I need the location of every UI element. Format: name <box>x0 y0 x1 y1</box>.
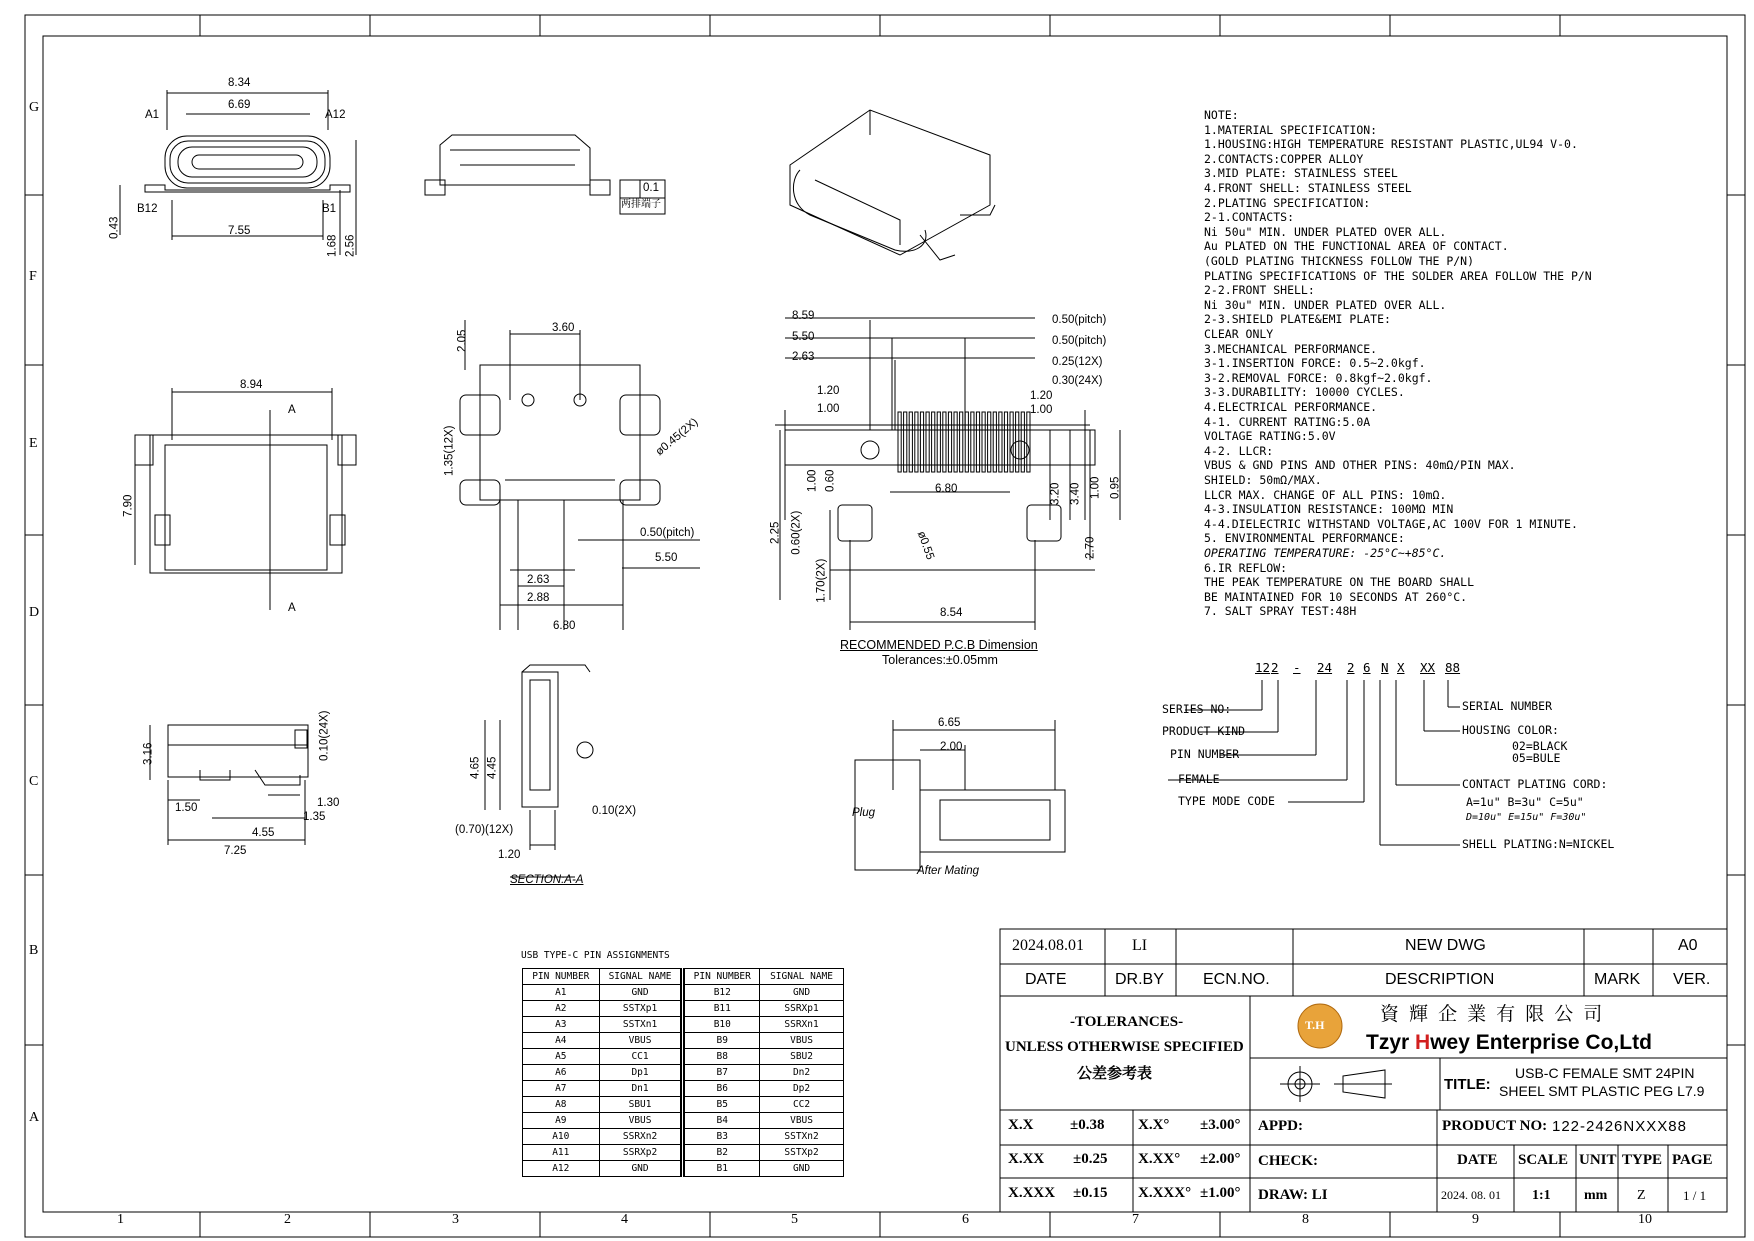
dim-mating-665: 6.65 <box>938 717 961 729</box>
pin-number-cell: B3 <box>683 1129 760 1145</box>
part-code-segment: N <box>1381 660 1389 675</box>
pin-table-header <box>523 969 844 985</box>
table-row <box>523 1065 844 1081</box>
header-mark: MARK <box>1594 971 1641 988</box>
pcb-pad <box>954 412 957 472</box>
pin-table-title: USB TYPE-C PIN ASSIGNMENTS <box>521 950 670 961</box>
dim-bottom-hole: ø0.45(2X) <box>653 416 701 459</box>
zone-col-6: 6 <box>962 1212 969 1227</box>
label-pin-number: PIN NUMBER <box>1170 747 1240 761</box>
val-date: 2024. 08. 01 <box>1441 1188 1501 1202</box>
dim-pcb-550: 5.50 <box>792 331 815 343</box>
pcb-pad <box>993 412 996 472</box>
signal-name-cell: VBUS <box>760 1033 844 1049</box>
zone-col-10: 10 <box>1638 1212 1652 1227</box>
table-row <box>523 1081 844 1097</box>
zone-col-3: 3 <box>452 1212 459 1227</box>
header-drby: DR.BY <box>1115 971 1164 988</box>
check-label: CHECK: <box>1258 1153 1318 1169</box>
pin-number-cell: B5 <box>683 1097 760 1113</box>
pin-number-cell: B11 <box>683 1001 760 1017</box>
col-unit: UNIT <box>1579 1152 1617 1168</box>
dim-section-120: 1.20 <box>498 849 521 861</box>
dim-pcb-100-r: 1.00 <box>1089 476 1102 499</box>
note-line: VOLTAGE RATING:5.0V <box>1204 429 1336 444</box>
col-type: TYPE <box>1622 1152 1663 1168</box>
part-code-segment: 2 <box>1347 660 1355 675</box>
company-en-h: H <box>1415 1031 1431 1054</box>
pcb-pad <box>976 412 979 472</box>
dim-section-445: 4.45 <box>486 756 499 779</box>
label-b1: B1 <box>322 203 337 215</box>
note-line: BE MAINTAINED FOR 10 SECONDS AT 260°C. <box>1204 589 1468 604</box>
note-line: 5. ENVIRONMENTAL PERFORMANCE: <box>1204 531 1405 546</box>
signal-name-cell: SSRXn2 <box>599 1129 683 1145</box>
pin-number-cell: B9 <box>683 1033 760 1049</box>
dim-front-043: 0.43 <box>108 216 121 239</box>
tol-1-b: ±0.38 <box>1070 1117 1105 1133</box>
val-page: 1 / 1 <box>1683 1188 1707 1203</box>
dim-pcb-854: 8.54 <box>940 607 963 619</box>
tol-1-a: X.X <box>1008 1117 1034 1133</box>
pin-table <box>522 968 844 1177</box>
top-view <box>135 388 356 610</box>
pin-number-cell: A5 <box>523 1049 600 1065</box>
signal-name-cell: CC1 <box>599 1049 683 1065</box>
note-line: OPERATING TEMPERATURE: -25°C~+85°C. <box>1204 546 1447 560</box>
table-row <box>523 1145 844 1161</box>
pin-table-header-cell: SIGNAL NAME <box>760 969 844 985</box>
label-series-no: SERIES NO: <box>1162 702 1232 716</box>
part-code-segment: 2 <box>1271 660 1279 675</box>
table-row <box>523 1113 844 1129</box>
label-product-kind: PRODUCT KIND <box>1162 724 1246 738</box>
dim-pcb-030: 0.30(24X) <box>1052 375 1103 387</box>
pin-number-cell: A3 <box>523 1017 600 1033</box>
pin-table-header-cell: PIN NUMBER <box>683 969 760 985</box>
note-line: THE PEAK TEMPERATURE ON THE BOARD SHALL <box>1204 575 1475 590</box>
dim-pcb-095: 0.95 <box>1109 476 1122 499</box>
table-row <box>523 1129 844 1145</box>
section-mark-top: A <box>288 404 296 416</box>
projection-symbol <box>1280 1066 1392 1102</box>
label-contact-plating: CONTACT PLATING CORD: <box>1462 777 1608 791</box>
zone-row-c: C <box>29 774 39 789</box>
table-row <box>523 985 844 1001</box>
tol-2-c: X.XX° <box>1138 1151 1181 1167</box>
header-version: VER. <box>1673 971 1711 988</box>
signal-name-cell: CC2 <box>760 1097 844 1113</box>
dim-bottom-263: 2.63 <box>527 574 550 586</box>
label-a12: A12 <box>325 109 346 121</box>
dim-pcb-025: 0.25(12X) <box>1052 356 1103 368</box>
note-line: 6.IR REFLOW: <box>1204 560 1288 575</box>
pin-table-header-cell: SIGNAL NAME <box>599 969 683 985</box>
dim-top-width: 8.94 <box>240 379 263 391</box>
pin-number-cell: B7 <box>683 1065 760 1081</box>
draw-label: DRAW: LI <box>1258 1187 1328 1203</box>
dim-side-725: 7.25 <box>224 845 247 857</box>
dim-side-150: 1.50 <box>175 802 198 814</box>
dim-pcb-pitch-1: 0.50(pitch) <box>1052 314 1107 326</box>
header-description: DESCRIPTION <box>1385 971 1495 988</box>
dim-pcb-340: 3.40 <box>1069 482 1082 505</box>
part-code-segment: XX <box>1420 660 1436 675</box>
pcb-pad <box>999 412 1002 472</box>
tol-1-d: ±3.00° <box>1200 1117 1241 1133</box>
pin-number-cell: A8 <box>523 1097 600 1113</box>
pin-number-cell: B10 <box>683 1017 760 1033</box>
company-en-prefix: Tzyr <box>1366 1031 1416 1054</box>
rev-drby: LI <box>1132 937 1148 954</box>
note-line: Au PLATED ON THE FUNCTIONAL AREA OF CONTACT. <box>1204 239 1509 254</box>
zone-col-7: 7 <box>1132 1212 1139 1227</box>
pin-number-cell: A1 <box>523 985 600 1001</box>
pcb-pad <box>926 412 929 472</box>
signal-name-cell: SSTXp2 <box>760 1145 844 1161</box>
pcb-pad <box>898 412 901 472</box>
isometric-view <box>790 110 995 260</box>
zone-col-8: 8 <box>1302 1212 1309 1227</box>
section-mark-bottom: A <box>288 602 296 614</box>
dim-bottom-288: 2.88 <box>527 592 550 604</box>
note-line: 1.MATERIAL SPECIFICATION: <box>1204 122 1378 137</box>
pcb-pad <box>960 412 963 472</box>
pin-number-cell: B2 <box>683 1145 760 1161</box>
signal-name-cell: SBU2 <box>760 1049 844 1065</box>
dim-front-168: 1.68 <box>326 234 339 257</box>
dim-side-010: 0.10(24X) <box>318 710 331 762</box>
pin-number-cell: A4 <box>523 1033 600 1049</box>
tolerance-title: -TOLERANCES- <box>1070 1014 1184 1030</box>
dim-pcb-225: 2.25 <box>769 521 782 544</box>
dim-pcb-hole: ø0.55 <box>914 529 937 562</box>
zone-col-1: 1 <box>117 1212 124 1227</box>
table-row <box>523 1097 844 1113</box>
label-color-black: 02=BLACK <box>1512 739 1568 753</box>
dim-pcb-060-2x: 0.60(2X) <box>790 510 803 555</box>
label-female: FEMALE <box>1178 772 1220 786</box>
label-plating-a-c: A=1u" B=3u" C=5u" <box>1466 795 1584 809</box>
val-type: Z <box>1637 1188 1646 1203</box>
signal-name-cell: GND <box>599 1161 683 1177</box>
pcb-pad <box>1027 412 1030 472</box>
pcb-pad <box>932 412 935 472</box>
pcb-pin-pads <box>898 412 1030 472</box>
company-en-rest: wey Enterprise Co,Ltd <box>1430 1031 1652 1054</box>
signal-name-cell: SSRXp2 <box>599 1145 683 1161</box>
signal-name-cell: SSTXp1 <box>599 1001 683 1017</box>
dim-pcb-320: 3.20 <box>1049 482 1062 505</box>
label-housing-color: HOUSING COLOR: <box>1462 723 1559 737</box>
note-line: VBUS & GND PINS AND OTHER PINS: 40mΩ/PIN MAX. <box>1204 458 1516 473</box>
dim-pcb-120-left: 1.20 <box>817 385 840 397</box>
plug-label: Plug <box>852 807 876 819</box>
pin-number-cell: B6 <box>683 1081 760 1097</box>
title-line-1: USB-C FEMALE SMT 24PIN <box>1515 1065 1695 1081</box>
note-line: CLEAR ONLY <box>1204 327 1274 341</box>
dim-pcb-100-left: 1.00 <box>817 403 840 415</box>
pcb-pad <box>915 412 918 472</box>
note-line: NOTE: <box>1204 108 1239 122</box>
pin-table-header-cell: PIN NUMBER <box>523 969 600 985</box>
val-unit: mm <box>1584 1188 1608 1203</box>
flatness-note: 两排端子 <box>621 199 661 210</box>
pcb-pad <box>982 412 985 472</box>
pcb-tolerance: Tolerances:±0.05mm <box>882 653 998 667</box>
note-line: 7. SALT SPRAY TEST:48H <box>1204 604 1357 619</box>
signal-name-cell: SSTXn1 <box>599 1017 683 1033</box>
note-line: Ni 50u" MIN. UNDER PLATED OVER ALL. <box>1204 224 1447 239</box>
dim-pcb-170: 1.70(2X) <box>815 558 828 603</box>
pin-number-cell: A7 <box>523 1081 600 1097</box>
note-line: 4-1. CURRENT RATING:5.0A <box>1204 414 1371 429</box>
zone-col-5: 5 <box>791 1212 798 1227</box>
val-scale: 1:1 <box>1532 1188 1551 1203</box>
zone-row-e: E <box>29 436 38 451</box>
table-row <box>523 1049 844 1065</box>
tol-3-d: ±1.00° <box>1200 1185 1241 1201</box>
side-view <box>150 725 308 845</box>
signal-name-cell: VBUS <box>760 1113 844 1129</box>
dim-pcb-263: 2.63 <box>792 351 815 363</box>
table-row <box>523 1001 844 1017</box>
rev-description: NEW DWG <box>1405 937 1486 954</box>
tol-3-b: ±0.15 <box>1073 1185 1108 1201</box>
dim-pcb-pitch-2: 0.50(pitch) <box>1052 335 1107 347</box>
label-serial: SERIAL NUMBER <box>1462 699 1553 713</box>
signal-name-cell: SBU1 <box>599 1097 683 1113</box>
dim-side-316: 3.16 <box>142 742 155 765</box>
product-no-label: PRODUCT NO: <box>1442 1118 1548 1134</box>
signal-name-cell: GND <box>599 985 683 1001</box>
zone-row-a: A <box>29 1110 40 1125</box>
signal-name-cell: Dn1 <box>599 1081 683 1097</box>
signal-name-cell: Dp2 <box>760 1081 844 1097</box>
mating-label: After Mating <box>917 865 979 877</box>
dim-section-010: 0.10(2X) <box>592 805 637 817</box>
part-code-segment: 6 <box>1363 660 1371 675</box>
pin-number-cell: B4 <box>683 1113 760 1129</box>
pcb-pad <box>1004 412 1007 472</box>
flatness-value: 0.1 <box>643 182 659 194</box>
label-type-mode: TYPE MODE CODE <box>1178 794 1275 808</box>
note-line: 4-3.INSULATION RESISTANCE: 100MΩ MIN <box>1204 502 1454 517</box>
note-line: 2-3.SHIELD PLATE&EMI PLATE: <box>1204 312 1391 327</box>
zone-row-g: G <box>29 100 40 115</box>
pcb-pad <box>1021 412 1024 472</box>
pin-number-cell: B1 <box>683 1161 760 1177</box>
part-code-segment: 24 <box>1317 660 1333 675</box>
note-line: 3-3.DURABILITY: 10000 CYCLES. <box>1204 385 1405 400</box>
tol-2-b: ±0.25 <box>1073 1151 1108 1167</box>
pcb-pad <box>971 412 974 472</box>
zone-row-f: F <box>29 269 37 284</box>
pcb-pad <box>988 412 991 472</box>
title-line-2: SHEEL SMT PLASTIC PEG L7.9 <box>1499 1083 1705 1099</box>
note-line: (GOLD PLATING THICKNESS FOLLOW THE P/N) <box>1204 254 1475 268</box>
pin-number-cell: A10 <box>523 1129 600 1145</box>
note-line: 2-2.FRONT SHELL: <box>1204 283 1315 298</box>
pin-number-cell: A9 <box>523 1113 600 1129</box>
signal-name-cell: GND <box>760 1161 844 1177</box>
label-shell-plating: SHELL PLATING:N=NICKEL <box>1462 837 1615 851</box>
dim-bottom-135: 1.35(12X) <box>443 425 456 477</box>
label-plating-d-f: D=10u" E=15u" F=30u" <box>1466 812 1587 823</box>
tol-3-c: X.XXX° <box>1138 1185 1192 1201</box>
section-label: SECTION:A-A <box>510 874 584 886</box>
label-a1: A1 <box>145 109 160 121</box>
table-row <box>523 1161 844 1177</box>
dim-pcb-100-v: 1.00 <box>806 469 819 492</box>
zone-col-4: 4 <box>621 1212 628 1227</box>
logo-initials: T.H <box>1305 1018 1325 1032</box>
tol-2-d: ±2.00° <box>1200 1151 1241 1167</box>
dim-front-256: 2.56 <box>344 234 357 257</box>
table-row <box>523 1017 844 1033</box>
signal-name-cell: GND <box>760 985 844 1001</box>
pin-number-cell: A6 <box>523 1065 600 1081</box>
signal-name-cell: VBUS <box>599 1113 683 1129</box>
dim-bottom-pitch: 0.50(pitch) <box>640 527 695 539</box>
note-line: 3.MID PLATE: STAINLESS STEEL <box>1204 166 1398 181</box>
table-row <box>523 1033 844 1049</box>
dim-bottom-550: 5.50 <box>655 552 678 564</box>
pin-number-cell: B8 <box>683 1049 760 1065</box>
note-line: LLCR MAX. CHANGE OF ALL PINS: 10mΩ. <box>1204 487 1447 502</box>
note-line: Ni 30u" MIN. UNDER PLATED OVER ALL. <box>1204 297 1447 312</box>
pin-number-cell: A11 <box>523 1145 600 1161</box>
dim-mating-200: 2.00 <box>940 741 963 753</box>
note-line: 4.ELECTRICAL PERFORMANCE. <box>1204 400 1378 414</box>
dim-bottom-205: 2.05 <box>456 329 469 352</box>
dim-pcb-680: 6.80 <box>935 483 958 495</box>
pcb-pad <box>904 412 907 472</box>
note-line: 3.MECHANICAL PERFORMANCE. <box>1204 341 1378 356</box>
pcb-pad <box>965 412 968 472</box>
dim-pcb-270: 2.70 <box>1084 536 1097 559</box>
col-date: DATE <box>1457 1152 1498 1168</box>
note-line: 3-2.REMOVAL FORCE: 0.8kgf~2.0kgf. <box>1204 370 1433 385</box>
pcb-pad <box>1010 412 1013 472</box>
dim-pcb-060-v: 0.60 <box>824 469 837 492</box>
zone-col-2: 2 <box>284 1212 291 1227</box>
note-line: PLATING SPECIFICATIONS OF THE SOLDER AREA FOLLOW THE P/N <box>1204 268 1592 283</box>
dim-front-width: 8.34 <box>228 77 251 89</box>
dim-pcb-120-right: 1.20 <box>1030 390 1053 402</box>
col-scale: SCALE <box>1518 1152 1569 1168</box>
company-name-en <box>1366 1032 1652 1053</box>
pcb-pad <box>1016 412 1019 472</box>
label-color-blue: 05=BULE <box>1512 751 1561 765</box>
signal-name-cell: SSRXn1 <box>760 1017 844 1033</box>
pcb-pad <box>937 412 940 472</box>
signal-name-cell: Dp1 <box>599 1065 683 1081</box>
part-code-segment: - <box>1293 660 1301 675</box>
dim-pcb-859: 8.59 <box>792 310 815 322</box>
tol-3-a: X.XXX <box>1008 1185 1056 1201</box>
pcb-pad <box>920 412 923 472</box>
dim-side-130: 1.30 <box>317 797 340 809</box>
note-line: 4-2. LLCR: <box>1204 443 1274 458</box>
appd-label: APPD: <box>1258 1118 1303 1134</box>
signal-name-cell: VBUS <box>599 1033 683 1049</box>
dim-top-height: 7.90 <box>122 494 135 517</box>
pcb-caption: RECOMMENDED P.C.B Dimension <box>840 638 1038 652</box>
note-line: 2.CONTACTS:COPPER ALLOY <box>1204 151 1364 166</box>
note-line: SHIELD: 50mΩ/MAX. <box>1204 473 1322 487</box>
header-date: DATE <box>1025 971 1067 988</box>
tolerance-subtitle: UNLESS OTHERWISE SPECIFIED <box>1005 1039 1244 1055</box>
label-b12: B12 <box>137 203 158 215</box>
dim-bottom-360: 3.60 <box>552 322 575 334</box>
part-code-segment: 12 <box>1255 660 1271 675</box>
section-view <box>485 665 593 877</box>
tol-2-a: X.XX <box>1008 1151 1045 1167</box>
note-line: 4-4.DIELECTRIC WITHSTAND VOLTAGE,AC 100V FOR 1 MINUTE. <box>1204 516 1578 531</box>
pin-number-cell: A12 <box>523 1161 600 1177</box>
pin-number-cell: A2 <box>523 1001 600 1017</box>
title-label: TITLE: <box>1444 1076 1491 1093</box>
note-line: 2.PLATING SPECIFICATION: <box>1204 195 1371 210</box>
header-ecn: ECN.NO. <box>1203 971 1270 988</box>
dim-section-465: 4.65 <box>469 756 482 779</box>
pcb-pad <box>948 412 951 472</box>
rev-date: 2024.08.01 <box>1012 937 1084 954</box>
note-line: 3-1.INSERTION FORCE: 0.5~2.0kgf. <box>1204 356 1426 371</box>
product-no-value: 122-2426NXXX88 <box>1552 1118 1687 1135</box>
part-code-segment: X <box>1397 660 1405 675</box>
dim-front-inner: 6.69 <box>228 99 251 111</box>
note-line: 4.FRONT SHELL: STAINLESS STEEL <box>1204 181 1412 195</box>
dim-side-455: 4.55 <box>252 827 275 839</box>
tolerance-cn: 公差参考表 <box>1077 1064 1153 1082</box>
note-line: 1.HOUSING:HIGH TEMPERATURE RESISTANT PLASTIC,UL94 V-0. <box>1204 137 1578 152</box>
dim-bottom-680: 6.80 <box>553 620 576 632</box>
note-line: 2-1.CONTACTS: <box>1204 210 1295 225</box>
zone-row-d: D <box>29 605 40 620</box>
signal-name-cell: SSTXn2 <box>760 1129 844 1145</box>
rev-version: A0 <box>1678 937 1698 954</box>
dim-side-135: 1.35 <box>303 811 326 823</box>
dim-front-base: 7.55 <box>228 225 251 237</box>
company-name-cn: 資 輝 企 業 有 限 公 司 <box>1380 1003 1605 1025</box>
bottom-view <box>460 320 700 630</box>
zone-col-9: 9 <box>1472 1212 1479 1227</box>
tol-1-c: X.X° <box>1138 1117 1170 1133</box>
dim-pcb-100-right: 1.00 <box>1030 404 1053 416</box>
signal-name-cell: Dn2 <box>760 1065 844 1081</box>
col-page: PAGE <box>1672 1152 1713 1168</box>
zone-row-b: B <box>29 943 39 958</box>
dim-section-070: (0.70)(12X) <box>455 824 514 836</box>
pcb-pad <box>943 412 946 472</box>
pin-number-cell: B12 <box>683 985 760 1001</box>
signal-name-cell: SSRXp1 <box>760 1001 844 1017</box>
pcb-pad <box>909 412 912 472</box>
part-code-segment: 88 <box>1445 660 1461 675</box>
